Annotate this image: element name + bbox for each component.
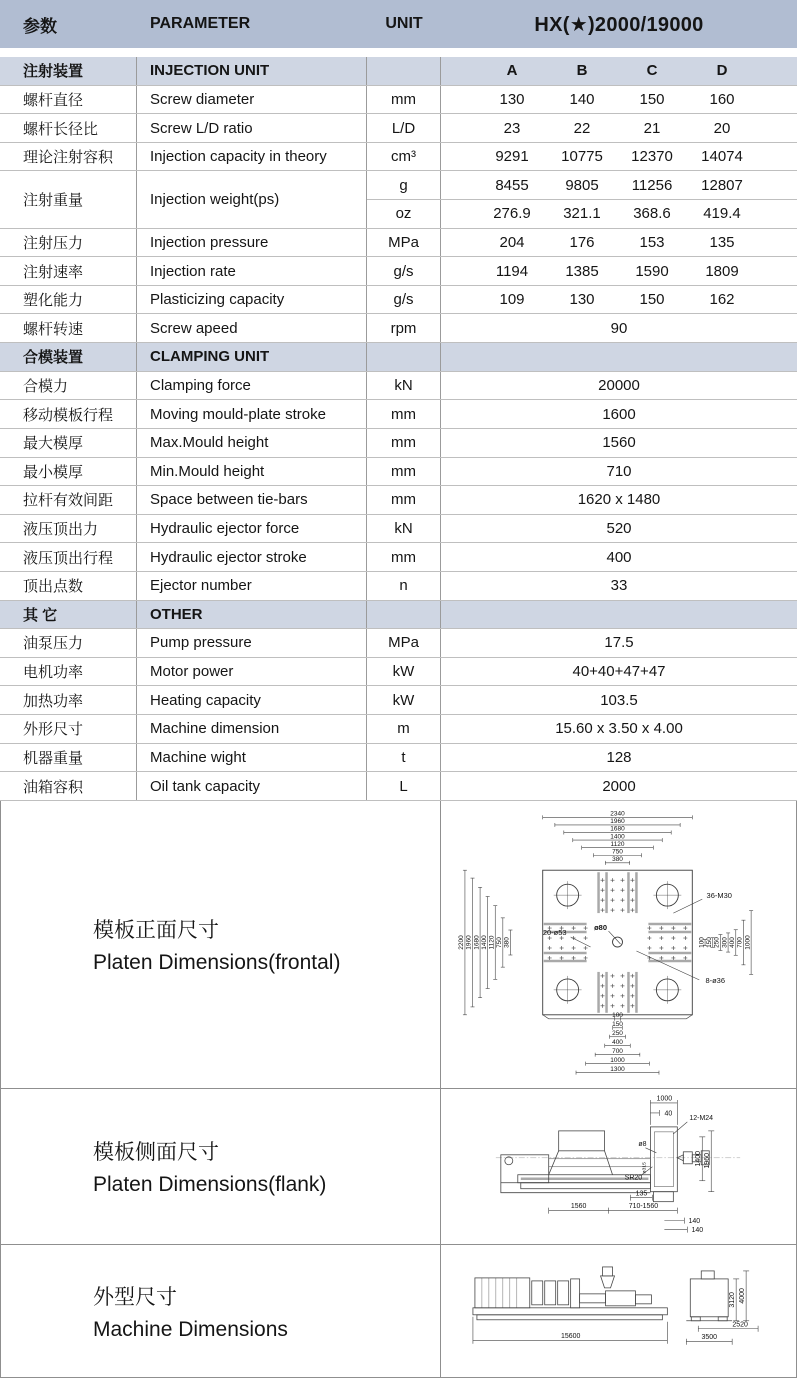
unit-cell: mm — [367, 486, 441, 514]
param-cn: 液压顶出力 — [0, 515, 137, 543]
unit-cell: MPa — [367, 229, 441, 257]
flank-dim-ring: ø315 — [641, 1161, 648, 1174]
value-cell: 419.4 — [703, 205, 741, 223]
value-span: 520 — [606, 520, 632, 538]
param-cn: 最大模厚 — [0, 429, 137, 457]
param-en: Screw L/D ratio — [137, 114, 367, 142]
param-en: Heating capacity — [137, 686, 367, 714]
value-cell: D — [716, 62, 728, 80]
param-en: Hydraulic ejector force — [137, 515, 367, 543]
machine-figure — [441, 1245, 796, 1379]
value-cells — [441, 171, 797, 199]
frontal-annotation-center: ø80 — [594, 922, 607, 932]
flank-figure — [441, 1089, 796, 1245]
value-span: 400 — [606, 548, 632, 566]
value-cell: 150 — [639, 291, 665, 309]
param-cn: 螺杆直径 — [0, 86, 137, 114]
dim-label: 1120 — [488, 935, 496, 950]
table-row — [0, 314, 797, 343]
value-cell: 176 — [569, 233, 595, 251]
table-row — [0, 114, 797, 143]
diagram-row-frontal — [1, 801, 796, 1088]
dim-label: 380 — [503, 936, 511, 948]
param-cn: 加热功率 — [0, 686, 137, 714]
unit-cell: mm — [367, 400, 441, 428]
flank-dim-top: 1000 — [656, 1095, 673, 1103]
table-row — [0, 515, 797, 544]
flank-dim-offset: 40 — [664, 1110, 673, 1118]
dim-label: 150 — [612, 1020, 623, 1028]
param-en: OTHER — [137, 601, 367, 629]
param-cn: 螺杆转速 — [0, 314, 137, 342]
value-cell: C — [646, 62, 658, 80]
flank-dim-inner-h: 1400 — [695, 1150, 703, 1167]
dim-label: 400 — [612, 1038, 623, 1046]
value-cell: 135 — [709, 233, 735, 251]
table-row — [0, 286, 797, 315]
platen-flank-drawing — [441, 1089, 796, 1245]
frontal-figure — [441, 801, 796, 1088]
section-row — [0, 343, 797, 372]
param-cn: 塑化能力 — [0, 286, 137, 314]
unit-cell: g/s — [367, 286, 441, 314]
unit-cell: g — [367, 171, 441, 199]
value-cells — [441, 257, 797, 285]
value-cell: 23 — [503, 119, 521, 137]
value-span: 710 — [606, 462, 632, 480]
hole-pattern — [548, 878, 688, 1008]
weight-subrow — [367, 199, 797, 228]
unit-cell: MPa — [367, 629, 441, 657]
value-span: 2000 — [602, 777, 636, 795]
value-cell: 204 — [499, 233, 525, 251]
param-cn: 机器重量 — [0, 744, 137, 772]
flank-dim-outer-h: 1960 — [704, 1152, 712, 1169]
machine-drawing — [441, 1245, 796, 1379]
param-en: Moving mould-plate stroke — [137, 400, 367, 428]
dim-label: 400 — [728, 936, 736, 948]
unit-cell: kN — [367, 515, 441, 543]
frontal-label — [1, 801, 441, 1088]
value-span: 15.60 x 3.50 x 4.00 — [555, 720, 683, 738]
value-cell: 9291 — [495, 148, 529, 166]
value-span: 1560 — [602, 434, 636, 452]
dim-label: 250 — [713, 936, 721, 948]
value-cells — [441, 86, 797, 114]
unit-cell — [367, 57, 441, 85]
param-en: INJECTION UNIT — [137, 57, 367, 85]
machine-dim-body-height: 3120 — [729, 1291, 737, 1308]
header-param-cn: 参数 — [23, 16, 57, 36]
flank-dim-range: 710-1560 — [628, 1202, 659, 1210]
platen-outline — [543, 870, 693, 1019]
param-cn: 最小模厚 — [0, 458, 137, 486]
value-cells — [441, 229, 797, 257]
dim-label: 1120 — [610, 840, 625, 848]
unit-cell — [367, 601, 441, 629]
param-cn: 拉杆有效间距 — [0, 486, 137, 514]
value-cell: 1194 — [495, 262, 529, 280]
value-cell: 150 — [639, 90, 665, 108]
dim-label: 1000 — [610, 1056, 625, 1064]
value-cell: 130 — [569, 291, 595, 309]
param-cn: 注射压力 — [0, 229, 137, 257]
param-cn: 注射速率 — [0, 257, 137, 285]
table-header-band — [0, 0, 797, 48]
param-cn: 顶出点数 — [0, 572, 137, 600]
dim-label: 700 — [612, 1047, 623, 1055]
table-row — [0, 715, 797, 744]
table-row — [0, 772, 797, 801]
dim-label: 2340 — [610, 810, 625, 818]
section-row — [0, 601, 797, 630]
value-cell: 109 — [499, 291, 525, 309]
dim-label: 1680 — [610, 825, 625, 833]
unit-cell: mm — [367, 543, 441, 571]
value-span: 33 — [610, 577, 628, 595]
value-cell: 8455 — [495, 176, 529, 194]
dim-label: 150 — [705, 936, 713, 948]
value-span: 20000 — [598, 377, 640, 394]
value-cell: 162 — [709, 291, 735, 309]
param-en: Motor power — [137, 658, 367, 686]
flank-dim-left: 1560 — [570, 1202, 587, 1210]
dim-label: 750 — [496, 936, 504, 948]
param-en: Screw apeed — [137, 314, 367, 342]
machine-dim-total-height: 4000 — [739, 1287, 747, 1304]
dim-label: 1000 — [744, 935, 752, 950]
frontal-annotation-bolts: 36-M30 — [706, 890, 732, 900]
dim-label: 250 — [612, 1029, 623, 1037]
diagram-section — [0, 801, 797, 1378]
flank-dim-step1: 140 — [688, 1217, 701, 1225]
param-en: Min.Mould height — [137, 458, 367, 486]
unit-cell: n — [367, 572, 441, 600]
value-span: 1620 x 1480 — [577, 491, 661, 509]
table-row — [0, 458, 797, 487]
table-row — [0, 400, 797, 429]
flank-dim-bolts: 12-M24 — [689, 1114, 714, 1122]
value-cell: 1809 — [705, 262, 739, 280]
value-span: 40+40+47+47 — [572, 663, 666, 681]
dim-label: 100 — [612, 1011, 623, 1019]
flank-label-en: Platen Dimensions(flank) — [93, 1173, 327, 1197]
table-row — [0, 372, 797, 401]
param-en: Plasticizing capacity — [137, 286, 367, 314]
flank-label-cn: 模板侧面尺寸 — [93, 1141, 219, 1165]
table-row — [0, 543, 797, 572]
value-cell: 140 — [569, 90, 595, 108]
value-cell: 10775 — [561, 148, 603, 166]
value-cells — [441, 200, 797, 228]
dim-label: 1400 — [610, 833, 625, 841]
machine-dim-total-width: 3500 — [701, 1334, 717, 1342]
param-cn: 电机功率 — [0, 658, 137, 686]
value-cell: 20 — [713, 119, 731, 137]
table-row — [0, 257, 797, 286]
value-cell: 153 — [639, 233, 665, 251]
param-cn: 注射重量 — [0, 171, 137, 227]
dim-label: 1400 — [480, 935, 488, 950]
unit-cell: kN — [367, 372, 441, 400]
value-cell: 22 — [573, 119, 591, 137]
param-cn: 合模力 — [0, 372, 137, 400]
value-cell: 14074 — [701, 148, 743, 166]
value-cell: 321.1 — [563, 205, 601, 223]
value-span — [441, 601, 797, 629]
value-cell: 1590 — [635, 262, 669, 280]
table-row — [0, 572, 797, 601]
param-cn: 其 它 — [0, 601, 137, 629]
machine-dim-length: 15600 — [560, 1333, 581, 1341]
dim-label: 100 — [698, 936, 706, 948]
value-cell: A — [506, 62, 518, 80]
unit-cell: mm — [367, 86, 441, 114]
value-cell: 160 — [709, 90, 735, 108]
table-row — [0, 658, 797, 687]
unit-cell: kW — [367, 658, 441, 686]
frontal-label-en: Platen Dimensions(frontal) — [93, 950, 341, 974]
param-cn: 移动模板行程 — [0, 400, 137, 428]
flank-dim-hole: ø8 — [638, 1140, 647, 1148]
value-span: 103.5 — [600, 691, 638, 709]
param-en: Max.Mould height — [137, 429, 367, 457]
value-span — [441, 343, 797, 371]
param-en: CLAMPING UNIT — [137, 343, 367, 371]
table-row — [0, 86, 797, 115]
flank-dim-radius: SR20 — [624, 1174, 643, 1182]
dim-label: 300 — [721, 936, 729, 948]
weight-subrow — [367, 171, 797, 199]
machine-label-cn: 外型尺寸 — [93, 1286, 177, 1310]
table-row — [0, 629, 797, 658]
unit-cell: oz — [367, 200, 441, 228]
param-en: Oil tank capacity — [137, 772, 367, 800]
value-cell: 276.9 — [493, 205, 531, 223]
flank-dim-step2: 140 — [691, 1226, 704, 1234]
dim-label: 2200 — [458, 935, 466, 950]
table-row — [0, 486, 797, 515]
param-en: Hydraulic ejector stroke — [137, 543, 367, 571]
table-row — [0, 429, 797, 458]
frontal-dimensions — [458, 810, 753, 1074]
value-cells — [441, 286, 797, 314]
diagram-row-machine — [1, 1244, 796, 1377]
header-model: HX(★)2000/19000 — [534, 13, 704, 36]
unit-cell: mm — [367, 458, 441, 486]
param-en: Clamping force — [137, 372, 367, 400]
param-en: Machine dimension — [137, 715, 367, 743]
value-span: 90 — [610, 319, 628, 337]
table-row — [0, 686, 797, 715]
machine-outline — [473, 1267, 732, 1321]
table-row — [0, 744, 797, 773]
slot-bars — [544, 872, 692, 1013]
value-cell: 130 — [499, 90, 525, 108]
param-cn: 外形尺寸 — [0, 715, 137, 743]
unit-cell: t — [367, 744, 441, 772]
frontal-annotation-holes: 8-ø36 — [705, 975, 725, 985]
value-cell: 9805 — [565, 176, 599, 194]
column-headers — [441, 57, 797, 85]
param-en: Screw diameter — [137, 86, 367, 114]
unit-cell: L — [367, 772, 441, 800]
table-row — [0, 229, 797, 258]
machine-label — [1, 1245, 441, 1379]
unit-cell: g/s — [367, 257, 441, 285]
frontal-annotation-slots: 20-ø53 — [542, 927, 567, 937]
value-cell: 21 — [643, 119, 661, 137]
param-cn: 螺杆长径比 — [0, 114, 137, 142]
header-param-en: PARAMETER — [150, 15, 251, 32]
dim-label: 750 — [612, 848, 623, 856]
value-cell: 12807 — [701, 176, 743, 194]
spec-table — [0, 57, 797, 801]
unit-cell: m — [367, 715, 441, 743]
dim-label: 380 — [612, 855, 623, 863]
platen-frontal-drawing — [441, 801, 796, 1088]
flank-label — [1, 1089, 441, 1245]
unit-cell: L/D — [367, 114, 441, 142]
machine-label-en: Machine Dimensions — [93, 1318, 288, 1342]
param-en: Injection rate — [137, 257, 367, 285]
param-cn: 注射装置 — [0, 57, 137, 85]
dim-label: 1680 — [473, 935, 481, 950]
value-cell: 368.6 — [633, 205, 671, 223]
param-en: Ejector number — [137, 572, 367, 600]
weight-subrows — [367, 171, 797, 227]
unit-cell: cm³ — [367, 143, 441, 171]
diagram-row-flank — [1, 1088, 796, 1244]
dim-label: 1300 — [610, 1065, 625, 1073]
machine-dim-inner-width: 2520 — [732, 1321, 748, 1329]
table-row — [0, 171, 797, 228]
dim-label: 700 — [736, 936, 744, 948]
header-unit: UNIT — [385, 15, 423, 32]
section-row — [0, 57, 797, 86]
param-en: Space between tie-bars — [137, 486, 367, 514]
param-cn: 理论注射容积 — [0, 143, 137, 171]
param-en: Pump pressure — [137, 629, 367, 657]
flank-outline — [501, 1127, 712, 1202]
param-cn: 油泵压力 — [0, 629, 137, 657]
value-cells — [441, 114, 797, 142]
param-cn: 合模装置 — [0, 343, 137, 371]
param-cn: 油箱容积 — [0, 772, 137, 800]
table-row — [0, 143, 797, 172]
unit-cell: kW — [367, 686, 441, 714]
param-en: Injection pressure — [137, 229, 367, 257]
value-span: 128 — [606, 748, 632, 766]
value-cell: 12370 — [631, 148, 673, 166]
value-cell: 1385 — [565, 262, 599, 280]
param-en: Machine wight — [137, 744, 367, 772]
value-cell: 11256 — [631, 176, 673, 194]
value-cells — [441, 143, 797, 171]
value-span: 17.5 — [604, 634, 634, 652]
unit-cell: mm — [367, 429, 441, 457]
param-en: Injection capacity in theory — [137, 143, 367, 171]
dim-label: 1960 — [610, 817, 625, 825]
param-en: Injection weight(ps) — [137, 171, 367, 227]
unit-cell — [367, 343, 441, 371]
flank-dim-gap: 135 — [635, 1190, 648, 1198]
frontal-label-cn: 模板正面尺寸 — [93, 918, 219, 942]
value-cell: B — [576, 62, 588, 80]
unit-cell: rpm — [367, 314, 441, 342]
value-span: 1600 — [602, 405, 636, 423]
param-cn: 液压顶出行程 — [0, 543, 137, 571]
dim-label: 1960 — [465, 935, 473, 950]
